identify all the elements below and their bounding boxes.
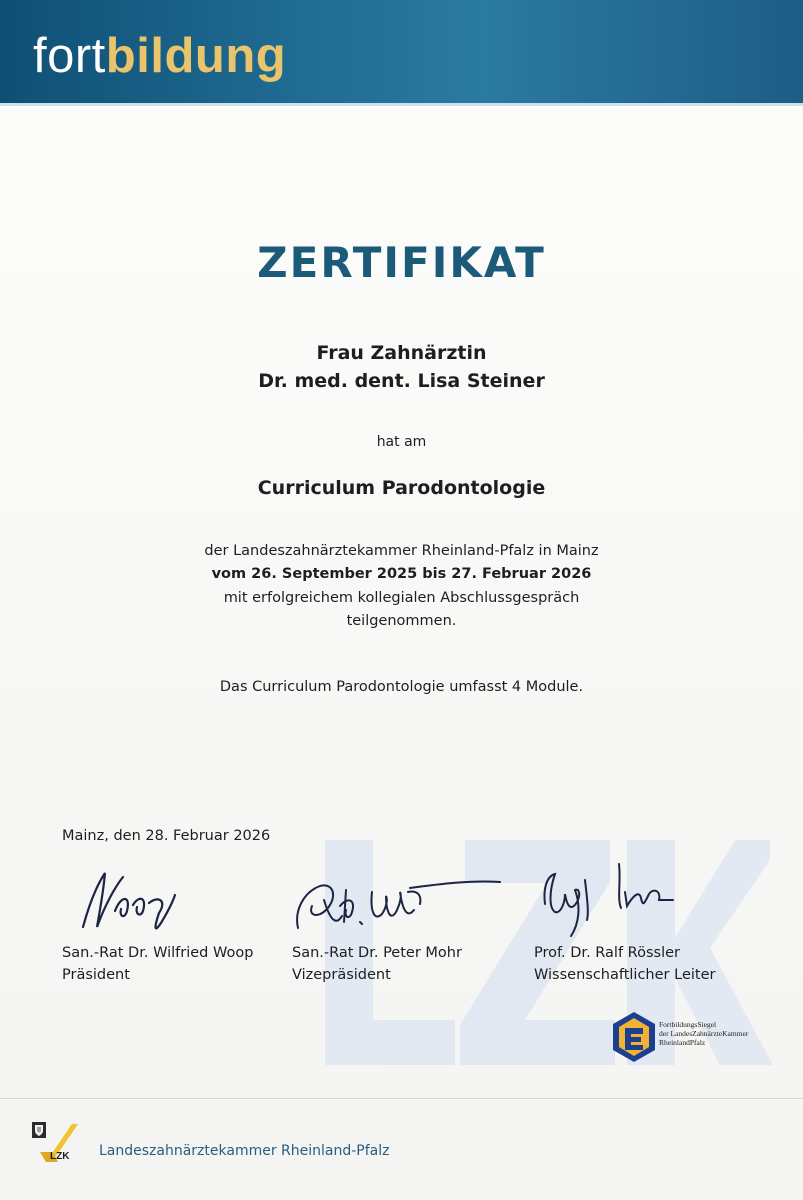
body-line-3: mit erfolgreichem kollegialen Abschlussgespräch bbox=[223, 590, 580, 606]
signatory-role: Präsident bbox=[62, 967, 130, 983]
seal-line-3: RheinlandPfalz bbox=[659, 1038, 706, 1047]
course-title: Curriculum Parodontologie bbox=[257, 477, 546, 499]
brand-light: fort bbox=[33, 29, 106, 83]
banner-divider bbox=[0, 103, 803, 106]
signatory-name: San.-Rat Dr. Wilfried Woop bbox=[62, 945, 254, 961]
recipient-name: Dr. med. dent. Lisa Steiner bbox=[258, 370, 545, 392]
signature-scientific-director bbox=[535, 858, 685, 940]
signatory-role: Wissenschaftlicher Leiter bbox=[534, 967, 716, 983]
signatory-scientific-director bbox=[534, 942, 715, 986]
body-line-4: teilgenommen. bbox=[346, 613, 457, 629]
recipient-salutation: Frau Zahnärztin bbox=[316, 342, 487, 364]
modules-note: Das Curriculum Parodontologie umfasst 4 Module. bbox=[219, 679, 584, 695]
brand-bold: bildung bbox=[105, 29, 287, 83]
signature-president bbox=[75, 865, 185, 940]
signatory-name: San.-Rat Dr. Peter Mohr bbox=[292, 945, 462, 961]
continuing-education-seal bbox=[611, 1010, 761, 1068]
footer-logo-text: LZK bbox=[50, 1151, 70, 1162]
header-banner bbox=[0, 0, 803, 103]
certificate-title: ZERTIFIKAT bbox=[257, 238, 546, 287]
signature-vice-president bbox=[290, 870, 505, 942]
intro-text: hat am bbox=[376, 434, 427, 450]
course-dates: vom 26. September 2025 bis 27. Februar 2026 bbox=[211, 566, 592, 582]
seal-hexagon-icon bbox=[611, 1010, 657, 1064]
signatory-name: Prof. Dr. Ralf Rössler bbox=[534, 945, 680, 961]
signatory-president bbox=[62, 942, 253, 986]
signatory-vice-president bbox=[292, 942, 462, 986]
footer-organization: Landeszahnärztekammer Rheinland-Pfalz bbox=[99, 1143, 390, 1159]
body-line-1: der Landeszahnärztekammer Rheinland-Pfalz in Mainz bbox=[204, 543, 599, 559]
brand-wordmark bbox=[33, 28, 286, 84]
place-date: Mainz, den 28. Februar 2026 bbox=[62, 828, 271, 844]
footer-divider bbox=[0, 1098, 803, 1099]
seal-text bbox=[659, 1020, 748, 1047]
signatory-role: Vizepräsident bbox=[292, 967, 391, 983]
seal-line-2: der LandesZahnärzteKammer bbox=[659, 1029, 749, 1038]
seal-line-1: FortbildungsSiegel bbox=[659, 1020, 717, 1029]
lzk-logo-icon bbox=[32, 1122, 78, 1164]
